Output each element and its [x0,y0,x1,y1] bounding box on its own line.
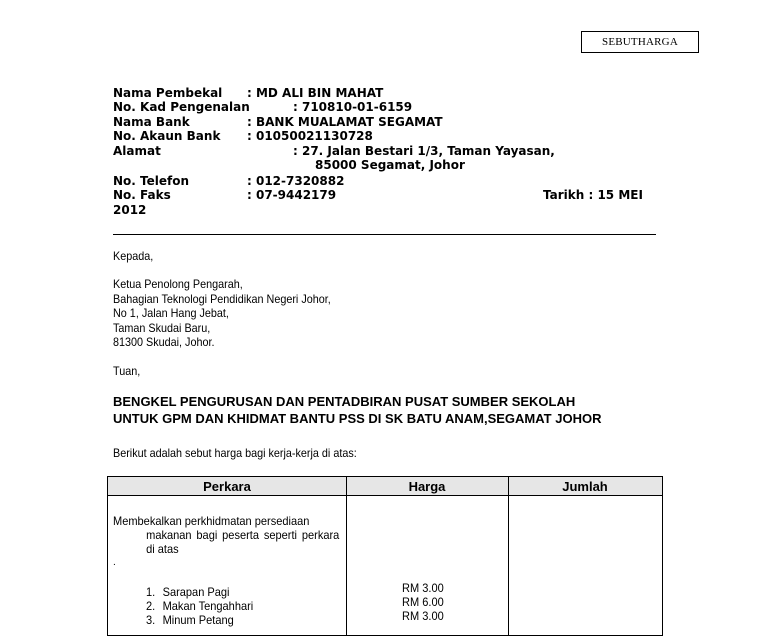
document-type-stamp: SEBUTHARGA [581,31,699,53]
address-line-1: : 27. Jalan Bestari 1/3, Taman Yayasan, [293,144,555,158]
recipient-address-line: 81300 Skudai, Johor. [113,335,215,349]
intro-text: Berikut adalah sebut harga bagi kerja-kerja di atas: [113,446,357,460]
item-label: Minum Petang [162,613,234,627]
recipient-address [113,277,331,350]
item-number: 1. [146,585,156,599]
subject-line-1: BENGKEL PENGURUSAN DAN PENTADBIRAN PUSAT SUMBER SEKOLAH [113,394,576,409]
bank-name-label: Nama Bank [113,115,190,129]
item-description [113,514,340,556]
ic-number-value: : 710810-01-6159 [293,100,413,114]
date-text: Tarikh : 15 MEI [543,188,643,202]
fax-value: : 07-9442179 [247,188,337,202]
supplier-name-label: Nama Pembekal [113,86,223,100]
fax-label: No. Faks [113,188,171,202]
description-first-line: Membekalkan perkhidmatan persediaan [113,514,310,528]
header-harga: Harga [408,478,446,494]
bank-account-value: : 01050021130728 [247,129,373,143]
salutation-to: Kepada, [113,249,154,263]
quotation-table [107,476,663,636]
list-item [135,599,253,613]
ic-number-label: No. Kad Pengenalan [113,100,250,114]
header-jumlah: Jumlah [562,478,608,494]
item-number: 2. [146,599,156,613]
description-continuation: makanan bagi peserta seperti perkara di atas [146,528,340,556]
item-number: 3. [146,613,156,627]
column-divider [508,477,509,635]
phone-value: : 012-7320882 [247,174,345,188]
recipient-address-line: Ketua Penolong Pengarah, [113,277,243,291]
address-label: Alamat [113,144,161,158]
subject-heading [113,393,601,427]
list-item [135,585,253,599]
subject-line-2: UNTUK GPM DAN KHIDMAT BANTU PSS DI SK BATU ANAM,SEGAMAT JOHOR [113,411,602,426]
column-divider [346,477,347,635]
item-price: RM 3.00 [402,581,444,595]
price-list [402,581,444,623]
item-label: Sarapan Pagi [162,585,230,599]
recipient-address-line: No 1, Jalan Hang Jebat, [113,306,229,320]
item-price: RM 3.00 [402,609,444,623]
greeting: Tuan, [113,364,141,378]
phone-label: No. Telefon [113,174,190,188]
recipient-address-line: Bahagian Teknologi Pendidikan Negeri Johor, [113,291,331,306]
bank-account-label: No. Akaun Bank [113,129,221,143]
item-price: RM 6.00 [402,595,444,609]
supplier-name-value: : MD ALI BIN MAHAT [247,86,384,100]
bank-name-value: : BANK MUALAMAT SEGAMAT [247,115,443,129]
recipient-address-line: Taman Skudai Baru, [113,320,211,335]
item-list [135,585,253,627]
header-divider [113,234,656,235]
date-year: 2012 [113,203,147,217]
stray-dot: . [113,557,116,568]
list-item [135,613,253,627]
item-label: Makan Tengahhari [162,599,254,613]
header-perkara: Perkara [203,478,251,494]
address-line-2: 85000 Segamat, Johor [315,158,465,172]
